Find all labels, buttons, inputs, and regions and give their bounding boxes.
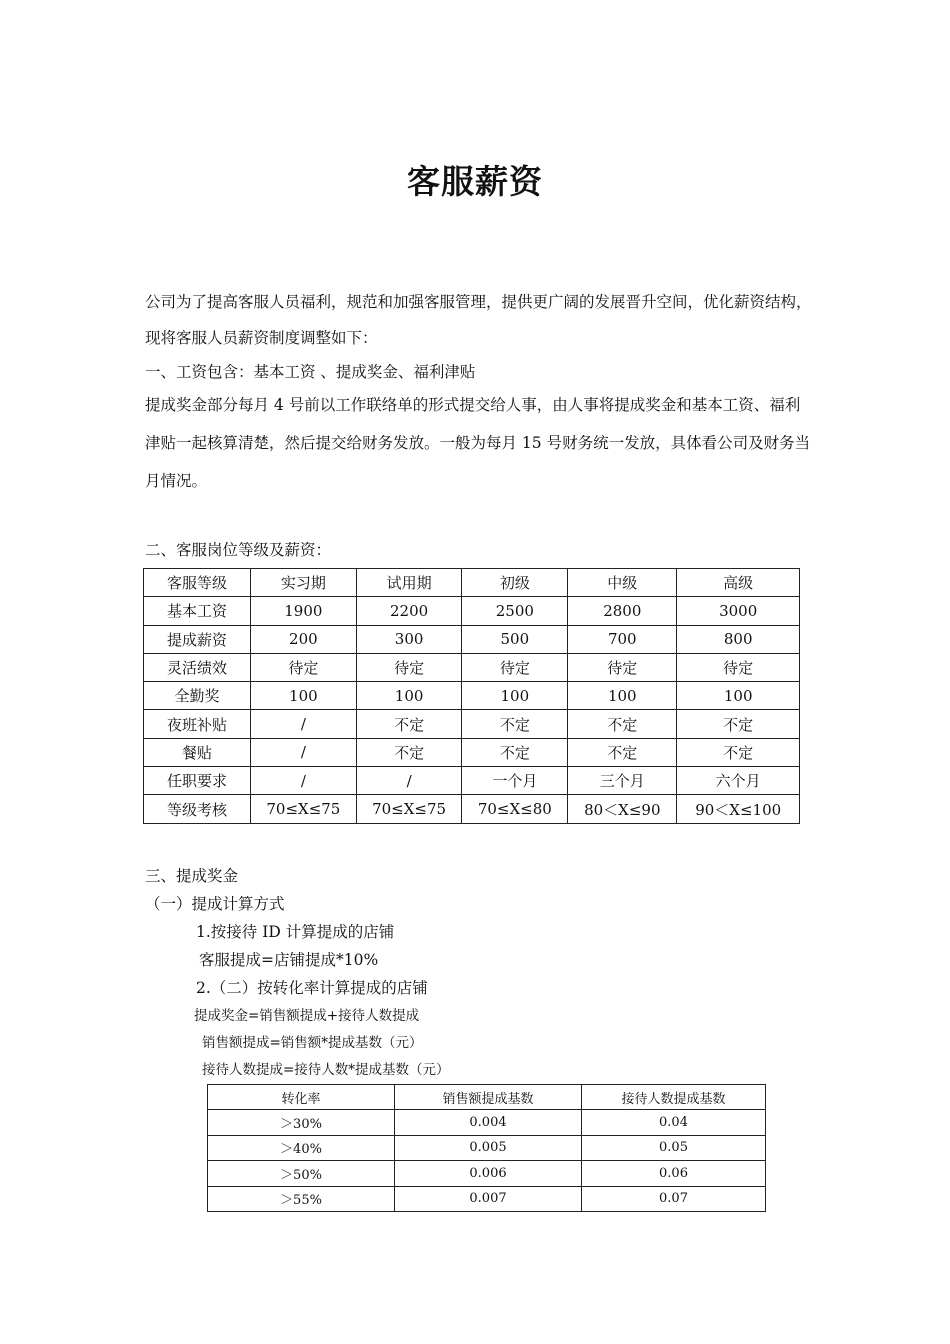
table-cell: / (251, 767, 357, 795)
table-cell: 中级 (568, 569, 677, 597)
table-cell: ＞50% (208, 1161, 395, 1186)
table-row (144, 597, 800, 625)
table-cell: 不定 (677, 738, 800, 766)
table-cell: 不定 (568, 738, 677, 766)
table-row (144, 738, 800, 766)
table-row (144, 710, 800, 738)
section1-heading: 一、工资包含：基本工资 、提成奖金、福利津贴 (145, 363, 476, 381)
conversion-rate-table (207, 1084, 766, 1212)
table-cell: 2200 (356, 597, 462, 625)
method1-formula: 客服提成=店铺提成*10% (199, 951, 379, 969)
table-row (144, 625, 800, 653)
table-cell: 100 (568, 682, 677, 710)
table-cell: ＞30% (208, 1110, 395, 1135)
table-cell: 不定 (568, 710, 677, 738)
section3-heading: 三、提成奖金 (145, 867, 239, 885)
table-cell: 90＜X≤100 (677, 795, 800, 823)
table-cell: 提成薪资 (144, 625, 251, 653)
table-cell: 灵活绩效 (144, 653, 251, 681)
table-cell: 餐贴 (144, 738, 251, 766)
method2-formula-sales: 销售额提成=销售额*提成基数（元） (202, 1035, 423, 1051)
table-cell: 不定 (677, 710, 800, 738)
table-header-row (208, 1085, 766, 1110)
table-cell: 0.007 (395, 1186, 582, 1211)
table-cell: 初级 (462, 569, 568, 597)
table-cell: 0.006 (395, 1161, 582, 1186)
table-cell: 不定 (356, 738, 462, 766)
table-row (144, 682, 800, 710)
table-cell: 实习期 (251, 569, 357, 597)
table-cell: 1900 (251, 597, 357, 625)
table-cell: 700 (568, 625, 677, 653)
table-cell: 夜班补贴 (144, 710, 251, 738)
table-cell: 0.005 (395, 1135, 582, 1160)
table-cell: 0.06 (582, 1161, 766, 1186)
table-cell: 70≤X≤75 (356, 795, 462, 823)
table-cell: 0.05 (582, 1135, 766, 1160)
table-cell: 300 (356, 625, 462, 653)
table-row (144, 653, 800, 681)
section1-paragraph: 提成奖金部分每月 4 号前以工作联络单的形式提交给人事，由人事将提成奖金和基本工资、福利津贴一起核算清楚，然后提交给财务发放。一般为每月 15 号财务统一发放，具体看公司及财务当月情况。 (145, 396, 811, 490)
table-row (208, 1110, 766, 1135)
table-cell: 200 (251, 625, 357, 653)
table-cell: 待定 (568, 653, 677, 681)
table-cell: 一个月 (462, 767, 568, 795)
table-cell: 待定 (462, 653, 568, 681)
table-cell: 全勤奖 (144, 682, 251, 710)
section3-subheading: （一）提成计算方式 (145, 895, 285, 913)
table-cell: 不定 (462, 738, 568, 766)
table-cell: 不定 (462, 710, 568, 738)
intro-paragraph: 公司为了提高客服人员福利，规范和加强客服管理，提供更广阔的发展晋升空间，优化薪资结构，现将客服人员薪资制度调整如下： (145, 293, 812, 347)
table-cell: 80＜X≤90 (568, 795, 677, 823)
table-cell: 销售额提成基数 (395, 1085, 582, 1110)
table-cell: 3000 (677, 597, 800, 625)
table-cell: 0.004 (395, 1110, 582, 1135)
table-cell: 2800 (568, 597, 677, 625)
table-cell: / (251, 710, 357, 738)
table-header-row (144, 569, 800, 597)
table-cell: 三个月 (568, 767, 677, 795)
table-row (208, 1161, 766, 1186)
table-cell: 不定 (356, 710, 462, 738)
table-cell: 等级考核 (144, 795, 251, 823)
table-cell: ＞40% (208, 1135, 395, 1160)
table-row (144, 795, 800, 823)
table-cell: 100 (356, 682, 462, 710)
table-row (208, 1135, 766, 1160)
table-cell: ＞55% (208, 1186, 395, 1211)
table-cell: 试用期 (356, 569, 462, 597)
salary-level-table (143, 568, 800, 824)
table-cell: 0.07 (582, 1186, 766, 1211)
table-cell: 客服等级 (144, 569, 251, 597)
table-cell: 任职要求 (144, 767, 251, 795)
table-row (208, 1186, 766, 1211)
section2-heading: 二、客服岗位等级及薪资： (145, 541, 332, 559)
table-cell: 待定 (356, 653, 462, 681)
table-cell: 70≤X≤75 (251, 795, 357, 823)
table-cell: 800 (677, 625, 800, 653)
table-cell: 100 (251, 682, 357, 710)
method1-heading: 1.按接待 ID 计算提成的店铺 (196, 923, 395, 941)
table-cell: 2500 (462, 597, 568, 625)
method2-formula-total: 提成奖金=销售额提成+接待人数提成 (194, 1008, 420, 1024)
table-cell: 100 (462, 682, 568, 710)
method2-heading: 2.（二）按转化率计算提成的店铺 (196, 979, 428, 997)
table-cell: / (251, 738, 357, 766)
table-cell: 待定 (251, 653, 357, 681)
table-cell: 待定 (677, 653, 800, 681)
table-cell: 基本工资 (144, 597, 251, 625)
table-cell: 转化率 (208, 1085, 395, 1110)
table-cell: 接待人数提成基数 (582, 1085, 766, 1110)
table-cell: 100 (677, 682, 800, 710)
table-cell: 0.04 (582, 1110, 766, 1135)
table-cell: 500 (462, 625, 568, 653)
table-cell: 六个月 (677, 767, 800, 795)
table-cell: / (356, 767, 462, 795)
page-title: 客服薪资 (407, 162, 543, 201)
table-row (144, 767, 800, 795)
table-cell: 70≤X≤80 (462, 795, 568, 823)
method2-formula-reception: 接待人数提成=接待人数*提成基数（元） (202, 1062, 450, 1078)
table-cell: 高级 (677, 569, 800, 597)
